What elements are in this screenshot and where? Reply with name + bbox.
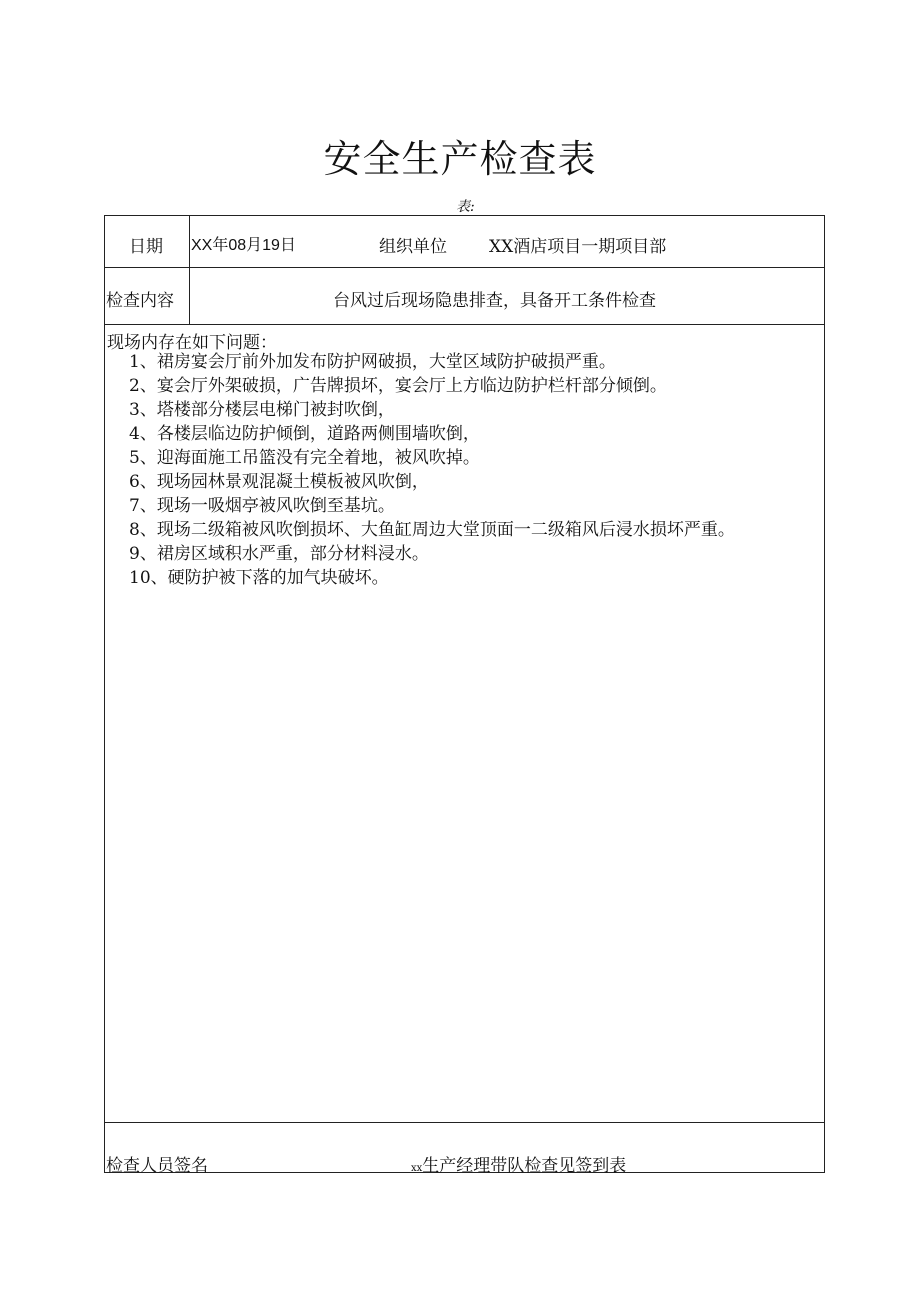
org-label: 组织单位 <box>379 237 447 257</box>
date-label: 日期 <box>129 237 163 257</box>
form-number-label: 表: <box>456 199 475 215</box>
list-item: 8、现场二级箱被风吹倒损坏、大鱼缸周边大堂顶面一二级箱风后浸水损坏严重。 <box>129 520 735 540</box>
content-label: 检查内容 <box>106 291 174 311</box>
list-item: 7、现场一吸烟亭被风吹倒至基坑。 <box>129 496 395 516</box>
signature-text: 生产经理带队检查见签到表 <box>422 1156 627 1176</box>
row-divider <box>105 1122 824 1123</box>
list-item: 10、硬防护被下落的加气块破坏。 <box>129 568 389 588</box>
list-item: 2、宴会厅外架破损，广告牌损坏，宴会厅上方临边防护栏杆部分倾倒。 <box>129 376 667 396</box>
row-divider <box>105 267 824 268</box>
list-item: 6、现场园林景观混凝土模板被风吹倒， <box>129 472 429 492</box>
org-value: XX酒店项目一期项目部 <box>489 237 667 257</box>
list-item: 9、裙房区域积水严重，部分材料浸水。 <box>129 544 429 564</box>
list-item: 4、各楼层临边防护倾倒，道路两侧围墙吹倒， <box>129 424 480 444</box>
signature-prefix: xx <box>411 1163 423 1174</box>
date-value: XX年08月19日 <box>191 237 296 254</box>
row-divider <box>105 324 824 325</box>
inspection-form <box>104 215 825 1176</box>
issues-list <box>129 350 735 590</box>
page-title: 安全生产检查表 <box>323 137 597 181</box>
list-item: 3、塔楼部分楼层电梯门被封吹倒， <box>129 400 395 420</box>
content-value: 台风过后现场隐患排查，具备开工条件检查 <box>333 291 656 311</box>
issues-heading: 现场内存在如下问题： <box>107 333 277 353</box>
signature-value <box>411 1151 626 1176</box>
list-item: 5、迎海面施工吊篮没有完全着地，被风吹掉。 <box>129 448 480 468</box>
signature-label: 检查人员签名 <box>106 1156 208 1176</box>
list-item: 1、裙房宴会厅前外加发布防护网破损，大堂区域防护破损严重。 <box>129 352 616 372</box>
column-divider <box>189 216 190 324</box>
